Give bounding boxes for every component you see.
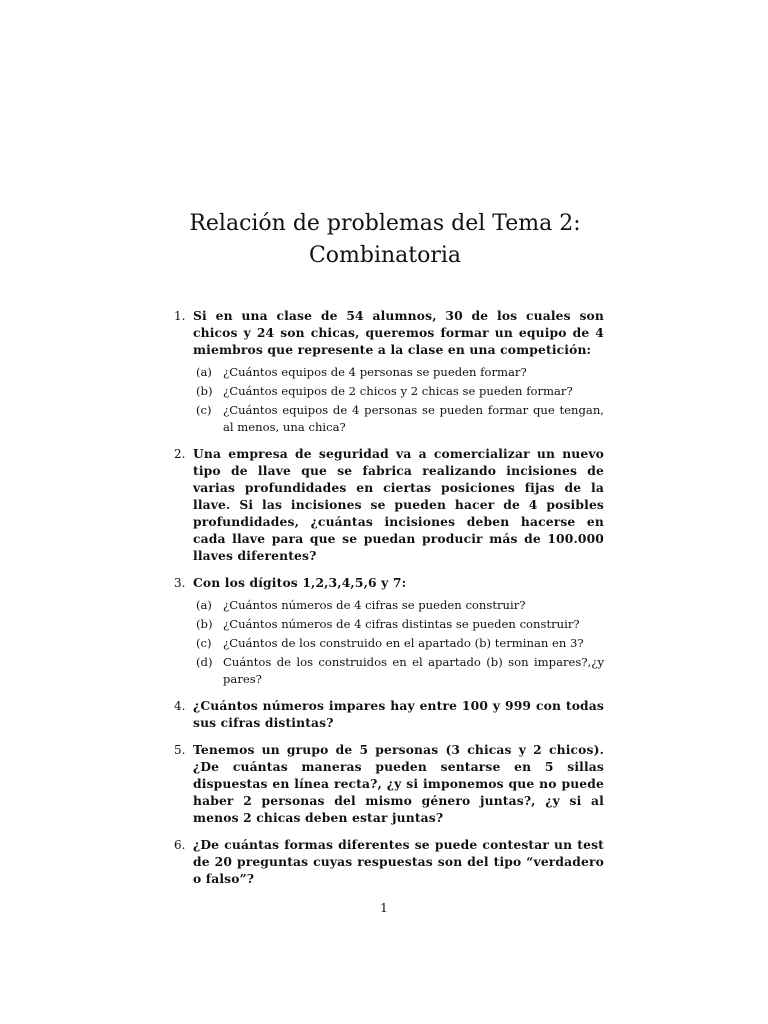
subquestion (193, 402, 604, 435)
problem-number: 2. (174, 447, 186, 461)
subquestion-label: (a) (196, 365, 212, 379)
subquestion-label: (c) (196, 636, 212, 650)
subquestion-text: ¿Cuántos equipos de 4 personas se pueden formar? (223, 365, 527, 379)
subquestion (193, 635, 604, 652)
subquestion-label: (a) (196, 598, 212, 612)
subquestion-text: ¿Cuántos equipos de 2 chicos y 2 chicas se pueden formar? (223, 384, 573, 398)
document-title (160, 208, 610, 272)
subquestion-text: Cuántos de los construidos en el apartado (b) son impares?,¿y pares? (223, 655, 604, 686)
title-line-2: Combinatoria (308, 242, 462, 268)
problem-number: 5. (174, 743, 186, 757)
problem-number: 6. (174, 838, 186, 852)
subquestion-label: (c) (196, 403, 212, 417)
subquestion (193, 654, 604, 687)
subquestion-text: ¿Cuántos números de 4 cifras distintas se pueden construir? (223, 617, 580, 631)
problem-4 (174, 697, 604, 731)
subquestion (193, 364, 604, 381)
subquestion-list (193, 364, 604, 435)
subquestion-text: ¿Cuántos equipos de 4 personas se pueden formar que tengan, al menos, una chica? (223, 403, 604, 434)
problem-3 (174, 574, 604, 687)
problem-statement: ¿De cuántas formas diferentes se puede contestar un test de 20 preguntas cuyas respuestas son del tipo “verdadero o falso”? (193, 837, 604, 886)
problem-statement: Si en una clase de 54 alumnos, 30 de los cuales son chicos y 24 son chicas, queremos formar un equipo de 4 miembros que represente a la clase en una competición: (193, 308, 604, 357)
subquestion (193, 383, 604, 400)
problem-statement: Tenemos un grupo de 5 personas (3 chicas y 2 chicos). ¿De cuántas maneras pueden sentarse en 5 sillas dispuestas en línea recta?, ¿y si imponemos que no puede haber 2 personas del mismo género juntas?, ¿y si al menos 2 chicas deben estar juntas? (193, 742, 604, 825)
title-line-1: Relación de problemas del Tema 2: (189, 210, 581, 236)
problem-statement: Una empresa de seguridad va a comercializar un nuevo tipo de llave que se fabrica realizando incisiones de varias profundidades en ciertas posiciones fijas de la llave. Si las incisiones se pueden hacer de 4 posibles profundidades, ¿cuántas incisiones deben hacerse en cada llave para que se puedan producir más de 100.000 llaves diferentes? (193, 446, 604, 563)
problem-list (174, 307, 604, 897)
problem-1 (174, 307, 604, 435)
problem-statement: ¿Cuántos números impares hay entre 100 y 999 con todas sus cifras distintas? (193, 698, 604, 730)
problem-2 (174, 445, 604, 564)
problem-number: 3. (174, 576, 186, 590)
subquestion-list (193, 597, 604, 687)
problem-number: 1. (174, 309, 186, 323)
problem-5 (174, 741, 604, 826)
subquestion (193, 616, 604, 633)
subquestion-text: ¿Cuántos números de 4 cifras se pueden construir? (223, 598, 526, 612)
problem-6 (174, 836, 604, 887)
subquestion (193, 597, 604, 614)
page-number: 1 (380, 901, 388, 915)
subquestion-text: ¿Cuántos de los construido en el apartado (b) terminan en 3? (223, 636, 584, 650)
problem-statement: Con los dígitos 1,2,3,4,5,6 y 7: (193, 575, 407, 590)
problem-number: 4. (174, 699, 186, 713)
subquestion-label: (b) (196, 384, 213, 398)
subquestion-label: (d) (196, 655, 213, 669)
subquestion-label: (b) (196, 617, 213, 631)
